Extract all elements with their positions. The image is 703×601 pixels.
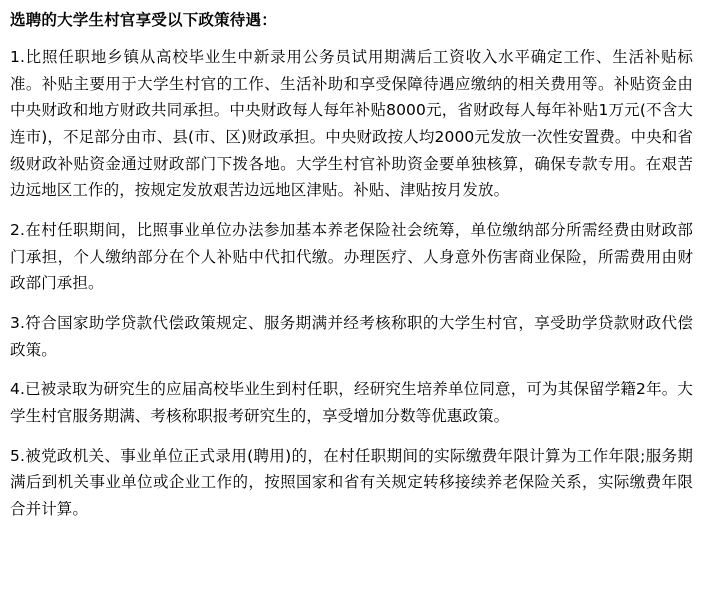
policy-paragraph-5: 5.被党政机关、事业单位正式录用(聘用)的，在村任职期间的实际缴费年限计算为工作年限;服务期满后到机关事业单位或企业工作的，按照国家和省有关规定转移接续养老保险关系，实际缴费年限合并计算。 xyxy=(10,446,693,518)
document-title: 选聘的大学生村官享受以下政策待遇： xyxy=(10,11,277,29)
policy-paragraph-4: 4.已被录取为研究生的应届高校毕业生到村任职，经研究生培养单位同意，可为其保留学籍2年。大学生村官服务期满、考核称职报考研究生的，享受增加分数等优惠政策。 xyxy=(10,380,693,425)
policy-paragraph-3: 3.符合国家助学贷款代偿政策规定、服务期满并经考核称职的大学生村官，享受助学贷款财政代偿政策。 xyxy=(10,313,693,359)
policy-paragraph-2: 2.在村任职期间，比照事业单位办法参加基本养老保险社会统筹，单位缴纳部分所需经费由财政部门承担，个人缴纳部分在个人补贴中代扣代缴。办理医疗、人身意外伤害商业保险，所需费用由财政部门承担。 xyxy=(10,220,693,293)
policy-paragraph-1: 1.比照任职地乡镇从高校毕业生中新录用公务员试用期满后工资收入水平确定工作、生活补贴标准。补贴主要用于大学生村官的工作、生活补助和享受保障待遇应缴纳的相关费用等。补贴资金由中央财政和地方财政共同承担。中央财政每人每年补贴8000元，省财政每人每年补贴1万元(不含大连市)，不足部分由市、县(市、区)财政承担。中央财政按人均2000元发放一次性安置费。中央和省级财政补贴资金通过财政部门下拨各地。大学生村官补助资金要单独核算，确保专款专用。在艰苦边远地区工作的，按规定发放艰苦边远地区津贴。补贴、津贴按月发放。 xyxy=(10,48,693,200)
